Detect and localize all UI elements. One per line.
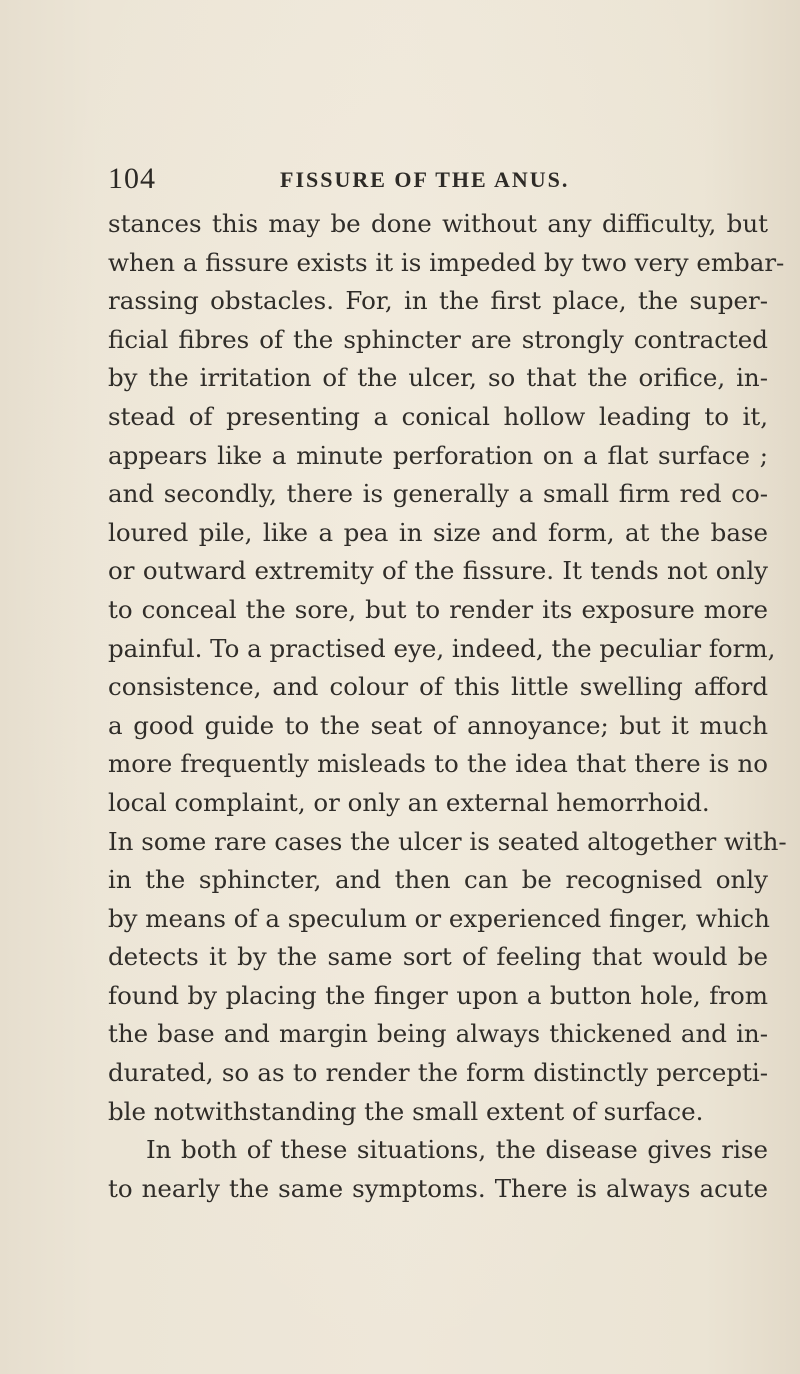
text-line: when a fissure exists it is impeded by two very embar- bbox=[108, 247, 785, 277]
text-line: consistence, and colour of this little swelling afford bbox=[108, 672, 768, 702]
text-line: stead of presenting a conical hollow leading to it, bbox=[108, 401, 768, 431]
text-line: ficial fibres of the sphincter are strongly contracted bbox=[108, 324, 768, 354]
text-line: ble notwithstanding the small extent of surface. bbox=[108, 1096, 704, 1126]
text-line: a good guide to the seat of annoyance; but it much bbox=[108, 710, 768, 740]
text-line: more frequently misleads to the idea that there is no bbox=[108, 749, 768, 779]
text-line: In both of these situations, the disease gives rise bbox=[146, 1135, 768, 1165]
page-number: 104 bbox=[108, 162, 156, 195]
text-line: durated, so as to render the form distinctly percepti- bbox=[108, 1058, 768, 1088]
running-title: FISSURE OF THE ANUS. bbox=[280, 167, 570, 192]
text-line: to nearly the same symptoms. There is always acute bbox=[108, 1173, 768, 1203]
text-line: In some rare cases the ulcer is seated altogether with- bbox=[108, 826, 787, 856]
text-line: to conceal the sore, but to render its exposure more bbox=[108, 594, 768, 624]
running-head bbox=[108, 162, 728, 198]
text-line: appears like a minute perforation on a flat surface ; bbox=[108, 440, 768, 470]
text-line: loured pile, like a pea in size and form, at the base bbox=[108, 517, 768, 547]
text-line: found by placing the finger upon a button hole, from bbox=[108, 980, 768, 1010]
text-line: in the sphincter, and then can be recognised only bbox=[108, 865, 768, 895]
text-line: the base and margin being always thickened and in- bbox=[108, 1019, 768, 1049]
text-line: stances this may be done without any difficulty, but bbox=[108, 209, 768, 238]
text-line: by means of a speculum or experienced finger, which bbox=[108, 903, 770, 933]
text-line: local complaint, or only an external hemorrhoid. bbox=[108, 787, 710, 817]
text-line: detects it by the same sort of feeling that would be bbox=[108, 942, 768, 972]
text-line: painful. To a practised eye, indeed, the peculiar form, bbox=[108, 633, 776, 663]
text-line: or outward extremity of the fissure. It tends not only bbox=[108, 556, 768, 586]
text-line: rassing obstacles. For, in the first place, the super- bbox=[108, 286, 768, 316]
text-line: by the irritation of the ulcer, so that the orifice, in- bbox=[108, 363, 768, 393]
body-text bbox=[108, 205, 787, 1208]
text-line: and secondly, there is generally a small firm red co- bbox=[108, 479, 768, 509]
